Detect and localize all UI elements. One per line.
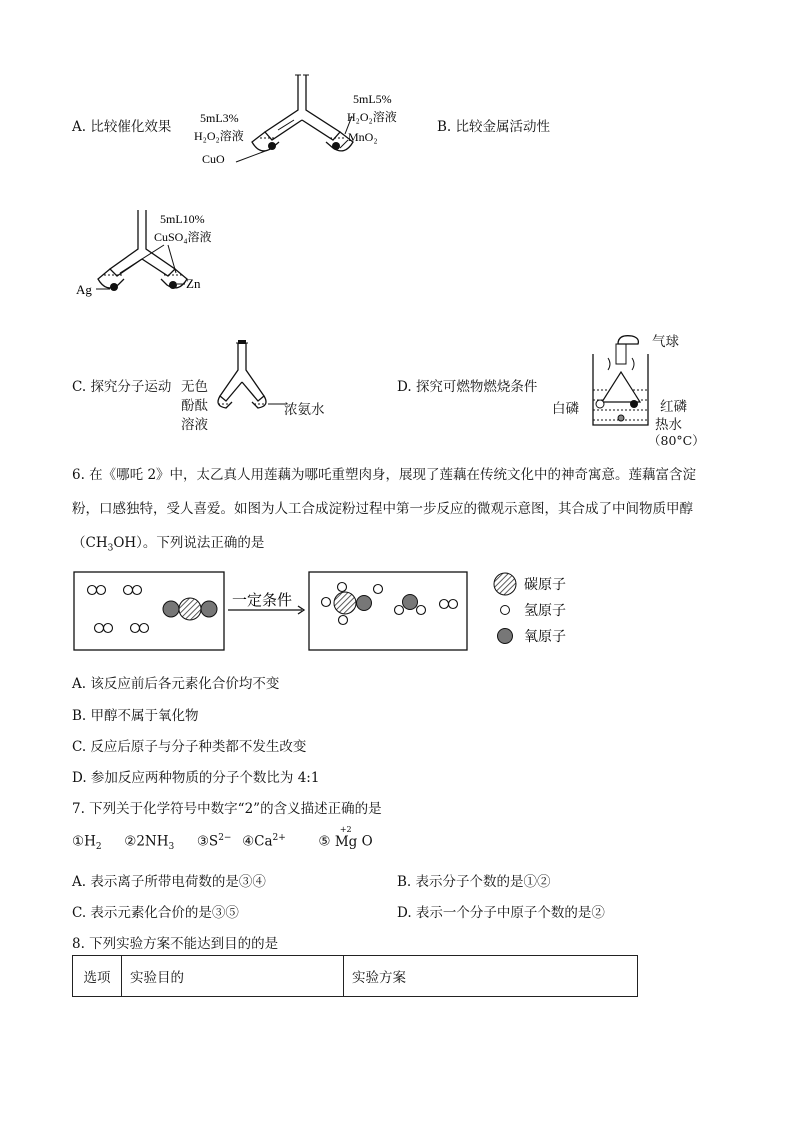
q6-option-a: A. 该反应前后各元素化合价均不变 <box>72 676 280 692</box>
ag-metal <box>110 283 118 291</box>
stopper <box>238 340 246 344</box>
q7-option-c: C. 表示元素化合价的是③⑤ <box>72 905 239 921</box>
svg-text:H₂O₂溶液: H₂O₂溶液 <box>194 129 244 143</box>
q6-option-b: B. 甲醇不属于氧化物 <box>72 708 199 724</box>
svg-text:Zn: Zn <box>186 276 201 291</box>
y-tube-diagram-c <box>212 338 292 418</box>
cuo-solid <box>268 142 276 150</box>
svg-text:5mL10%: 5mL10% <box>160 212 205 226</box>
q7-stem: 7. 下列关于化学符号中数字“2”的含义描述正确的是 <box>72 801 382 817</box>
reaction-micro-diagram <box>72 568 592 656</box>
svg-text:Ag: Ag <box>76 282 92 297</box>
zn-metal <box>169 281 177 289</box>
white-phosphorus-label: 白磷 <box>552 401 579 417</box>
temperature-label: （80°C） <box>648 433 705 448</box>
mno2-solid <box>332 142 340 150</box>
q6-stem-line1: 6. 在《哪吒 2》中，太乙真人用莲藕为哪吒重塑肉身，展现了莲藕在传统文化中的神奇寓意。莲藕富含淀 <box>72 467 697 483</box>
q8-stem: 8. 下列实验方案不能达到目的的是 <box>72 936 279 952</box>
svg-text:H₂O₂溶液: H₂O₂溶液 <box>347 110 397 124</box>
legend-oxygen-icon <box>498 629 513 644</box>
q6-option-d: D. 参加反应两种物质的分子个数比为 4:1 <box>72 770 320 786</box>
products-box <box>309 572 467 650</box>
arrow-label: 一定条件 <box>232 593 293 609</box>
svg-text:CuSO₄溶液: CuSO₄溶液 <box>154 230 212 244</box>
q6-stem-line2: 粉，口感独特，受人喜爱。如图为人工合成淀粉过程中第一步反应的微观示意图，其合成了中间物质甲醇 <box>72 501 693 517</box>
svg-text:5mL3%: 5mL3% <box>200 111 239 125</box>
red-phosphorus <box>630 400 638 408</box>
svg-text:CuO: CuO <box>202 152 225 166</box>
balloon-label: 气球 <box>652 334 679 350</box>
ammonia-label: 浓氨水 <box>284 402 325 418</box>
q7-option-b: B. 表示分子个数的是①② <box>397 874 551 890</box>
table-header-row <box>73 956 638 997</box>
white-phosphorus <box>596 400 604 408</box>
white-phosphorus-underwater <box>618 415 624 421</box>
option-b-label: B. 比较金属活动性 <box>437 119 551 135</box>
red-phosphorus-label: 红磷 <box>660 399 687 415</box>
q7-option-a: A. 表示离子所带电荷数的是③④ <box>72 874 266 890</box>
header-plan: 实验方案 <box>344 956 638 997</box>
phenolphthalein-label-1: 无色 <box>181 379 208 395</box>
legend-carbon: 碳原子 <box>524 578 566 593</box>
hot-water-label: 热水 <box>655 417 682 433</box>
q8-table <box>72 955 638 997</box>
legend-hydrogen-icon <box>501 606 510 615</box>
q6-stem-line3: $(CH_3OH)$。下列说法正确的是 <box>72 535 265 554</box>
q6-option-c: C. 反应后原子与分子种类都不发生改变 <box>72 739 307 755</box>
legend-oxygen: 氧原子 <box>524 630 566 645</box>
option-a-label: A. 比较催化效果 <box>72 119 172 135</box>
header-purpose: 实验目的 <box>122 956 344 997</box>
balloon-shape <box>618 336 638 344</box>
y-tube-diagram-a <box>190 70 420 175</box>
option-d-label: D. 探究可燃物燃烧条件 <box>397 379 538 395</box>
option-c-label: C. 探究分子运动 <box>72 379 172 395</box>
legend-carbon-icon <box>494 573 516 595</box>
q7-symbols: $①H_2$ $②2NH_3$ $③S^{2-}$ $④Ca^{2+}$ ⑤ +2 Mg O <box>72 824 373 853</box>
svg-text:5mL5%: 5mL5% <box>353 92 392 106</box>
phenolphthalein-label-2: 酚酞 <box>181 398 208 414</box>
header-option: 选项 <box>73 956 122 997</box>
phenolphthalein-label-3: 溶液 <box>181 417 208 433</box>
beaker-diagram <box>588 330 653 430</box>
svg-text:MnO₂: MnO₂ <box>348 130 378 144</box>
y-tube-diagram-b <box>72 205 242 305</box>
legend-hydrogen: 氢原子 <box>524 604 566 619</box>
q7-option-d: D. 表示一个分子中原子个数的是② <box>397 905 605 921</box>
